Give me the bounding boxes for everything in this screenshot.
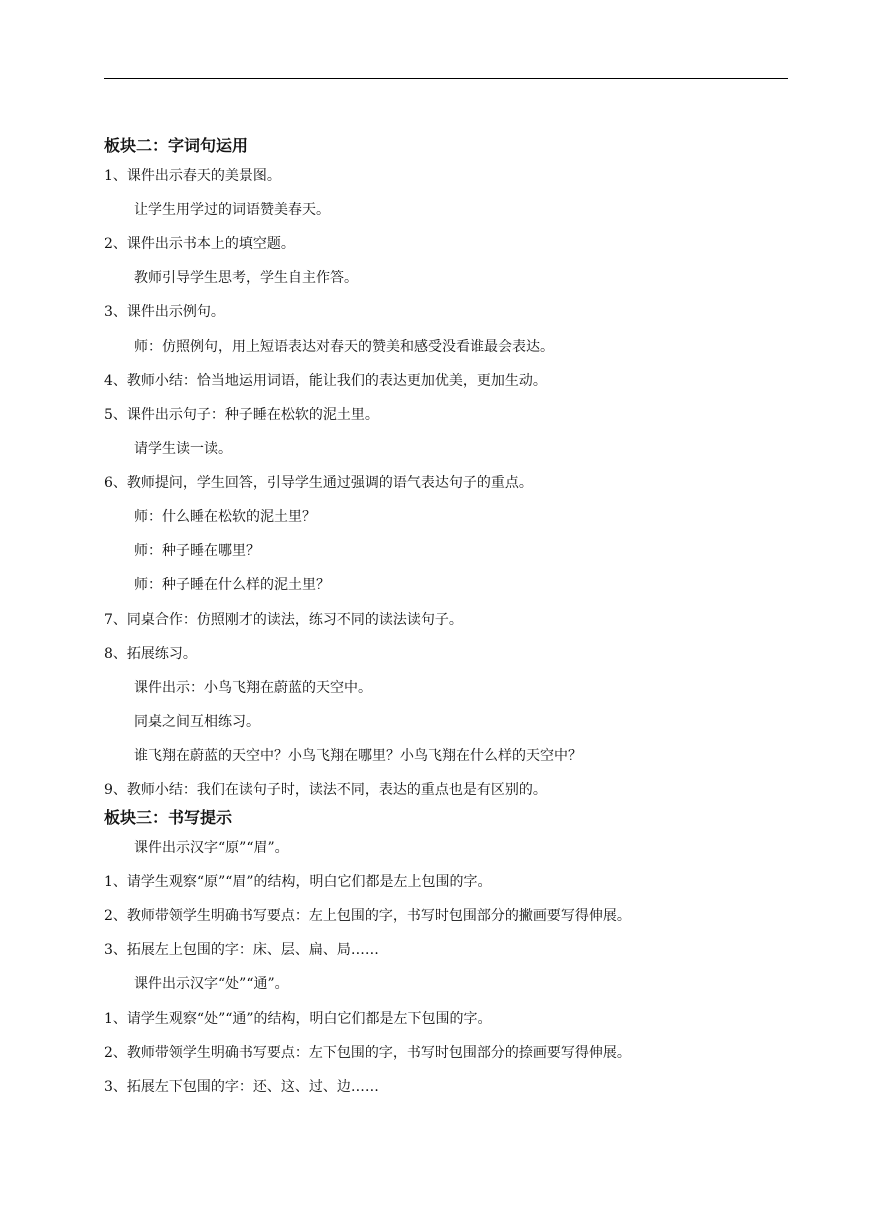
indented-line: 课件出示汉字“原”“眉”。 (134, 840, 289, 856)
indented-line: 让学生用学过的词语赞美春天。 (134, 202, 330, 218)
list-item: 6、教师提问，学生回答，引导学生通过强调的语气表达句子的重点。 (104, 475, 533, 491)
list-item: 1、请学生观察“处”“通”的结构，明白它们都是左下包围的字。 (104, 1011, 492, 1027)
indented-line: 师：种子睡在什么样的泥土里？ (134, 577, 330, 593)
indented-line: 同桌之间互相练习。 (134, 714, 260, 730)
list-item: 8、拓展练习。 (104, 646, 197, 662)
list-item: 5、课件出示句子：种子睡在松软的泥土里。 (104, 407, 379, 423)
list-item: 2、教师带领学生明确书写要点：左上包围的字，书写时包围部分的撇画要写得伸展。 (104, 908, 631, 924)
header-rule (104, 78, 788, 79)
indented-line: 师：什么睡在松软的泥土里？ (134, 509, 316, 525)
list-item: 7、同桌合作：仿照刚才的读法，练习不同的读法读句子。 (104, 612, 463, 628)
indented-line: 教师引导学生思考，学生自主作答。 (134, 270, 358, 286)
indented-line: 师：仿照例句，用上短语表达对春天的赞美和感受没看谁最会表达。 (134, 339, 554, 355)
indented-line: 师：种子睡在哪里？ (134, 543, 260, 559)
list-item: 2、课件出示书本上的填空题。 (104, 236, 295, 252)
section-heading: 板块三：书写提示 (104, 808, 233, 827)
list-item: 9、教师小结：我们在读句子时，读法不同，表达的重点也是有区别的。 (104, 782, 547, 798)
section-heading: 板块二：字词句运用 (104, 136, 249, 155)
list-item: 3、课件出示例句。 (104, 304, 225, 320)
list-item: 3、拓展左上包围的字：床、层、扁、局…… (104, 942, 379, 958)
list-item: 2、教师带领学生明确书写要点：左下包围的字，书写时包围部分的捺画要写得伸展。 (104, 1045, 631, 1061)
indented-line: 请学生读一读。 (134, 441, 232, 457)
list-item: 4、教师小结：恰当地运用词语，能让我们的表达更加优美，更加生动。 (104, 373, 547, 389)
list-item: 3、拓展左下包围的字：还、这、过、边…… (104, 1079, 379, 1095)
indented-line: 谁飞翔在蔚蓝的天空中？小鸟飞翔在哪里？小鸟飞翔在什么样的天空中？ (134, 748, 582, 764)
list-item: 1、课件出示春天的美景图。 (104, 168, 281, 184)
indented-line: 课件出示：小鸟飞翔在蔚蓝的天空中。 (134, 680, 372, 696)
indented-line: 课件出示汉字“处”“通”。 (134, 976, 289, 992)
list-item: 1、请学生观察“原”“眉”的结构，明白它们都是左上包围的字。 (104, 874, 492, 890)
